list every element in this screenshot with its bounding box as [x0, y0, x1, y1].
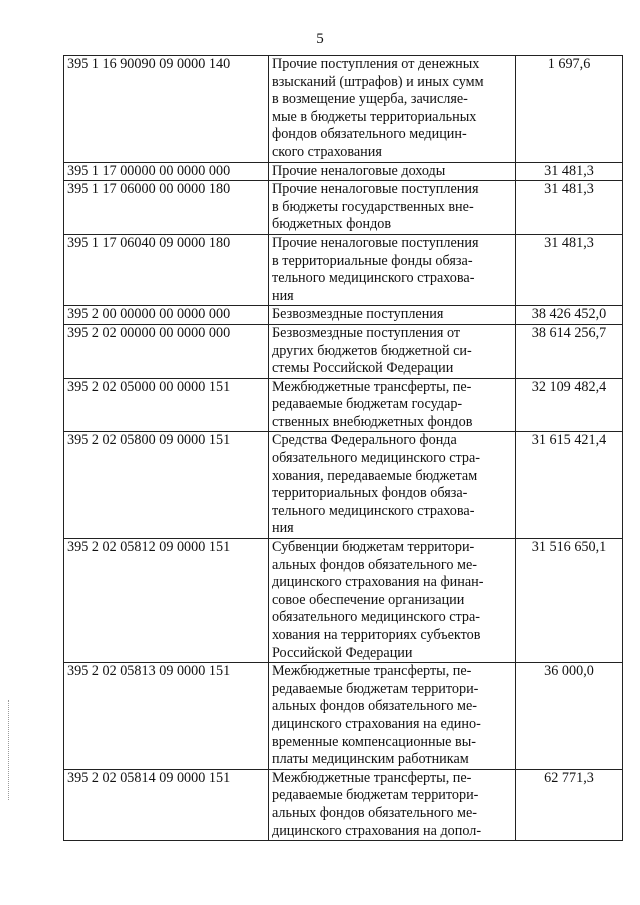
revenue-name-line: ственных внебюджетных фондов [272, 413, 473, 430]
revenue-name-line: Субвенции бюджетам территори- [272, 539, 475, 556]
revenue-name-line: Прочие неналоговые доходы [272, 162, 446, 179]
revenue-name-line: территориальных фондов обяза- [272, 485, 468, 502]
revenue-name [269, 234, 516, 305]
amount-value: 38 614 256,7 [516, 324, 623, 378]
revenue-name-line: фондов обязательного медицин- [272, 126, 467, 143]
revenue-name-line: Прочие поступления от денежных [272, 56, 480, 72]
table-row [64, 769, 623, 840]
revenue-name-line: дицинского страхования на финан- [272, 574, 484, 591]
revenue-name-line: в возмещение ущерба, зачисляе- [272, 91, 468, 108]
amount-value: 32 109 482,4 [516, 378, 623, 432]
table-row [64, 378, 623, 432]
budget-classification-code: 395 1 17 00000 00 0000 000 [64, 162, 269, 181]
table-row [64, 432, 623, 539]
revenue-name-line: обязательного медицинского стра- [272, 450, 480, 467]
revenue-name-line: стемы Российской Федерации [272, 360, 454, 377]
table-row [64, 539, 623, 663]
revenue-name-line: редаваемые бюджетам государ- [272, 396, 463, 413]
table-row [64, 306, 623, 325]
revenue-name [269, 162, 516, 181]
budget-classification-code: 395 2 02 05812 09 0000 151 [64, 539, 269, 663]
table-body [64, 56, 623, 841]
revenue-name-line: альных фондов обязательного ме- [272, 804, 478, 821]
revenue-name [269, 432, 516, 539]
revenue-name-line: ского страхования [272, 143, 382, 160]
revenue-name-line: мые в бюджеты территориальных [272, 108, 477, 125]
budget-classification-code: 395 1 17 06040 09 0000 180 [64, 234, 269, 305]
table-row [64, 324, 623, 378]
revenue-name [269, 181, 516, 235]
budget-classification-code: 395 2 02 05000 00 0000 151 [64, 378, 269, 432]
table-row [64, 181, 623, 235]
revenue-name-line: тельного медицинского страхова- [272, 502, 475, 519]
revenue-name-line: Безвозмездные поступления [272, 306, 444, 323]
revenue-name-line: Прочие неналоговые поступления [272, 234, 479, 251]
revenue-name-line: хования, передаваемые бюджетам [272, 467, 478, 484]
revenue-name-line: ния [272, 287, 294, 304]
budget-classification-code: 395 1 16 90090 09 0000 140 [64, 56, 269, 163]
revenue-name-line: Межбюджетные трансферты, пе- [272, 769, 472, 786]
amount-value: 31 481,3 [516, 181, 623, 235]
revenue-name-line: ния [272, 520, 294, 537]
budget-classification-code: 395 1 17 06000 00 0000 180 [64, 181, 269, 235]
amount-value: 62 771,3 [516, 769, 623, 840]
revenue-name [269, 769, 516, 840]
table-row [64, 56, 623, 163]
amount-value: 31 516 650,1 [516, 539, 623, 663]
table-row [64, 162, 623, 181]
revenue-name-line: совое обеспечение организации [272, 591, 465, 608]
revenue-name-line: обязательного медицинского стра- [272, 609, 480, 626]
revenue-name-line: Безвозмездные поступления от [272, 324, 461, 341]
revenue-name [269, 663, 516, 770]
revenue-name [269, 306, 516, 325]
budget-classification-code: 395 2 02 05800 09 0000 151 [64, 432, 269, 539]
revenue-name-line: платы медицинским работникам [272, 751, 469, 768]
revenue-name [269, 324, 516, 378]
amount-value: 1 697,6 [516, 56, 623, 163]
budget-classification-code: 395 2 02 05814 09 0000 151 [64, 769, 269, 840]
revenue-name-line: альных фондов обязательного ме- [272, 698, 478, 715]
revenue-name [269, 378, 516, 432]
revenue-name-line: редаваемые бюджетам территори- [272, 787, 479, 804]
revenue-name-line: других бюджетов бюджетной си- [272, 342, 472, 359]
revenue-name [269, 56, 516, 163]
amount-value: 31 615 421,4 [516, 432, 623, 539]
page-number: 5 [316, 31, 324, 47]
budget-classification-code: 395 2 00 00000 00 0000 000 [64, 306, 269, 325]
amount-value: 36 000,0 [516, 663, 623, 770]
revenue-name-line: Межбюджетные трансферты, пе- [272, 663, 472, 680]
revenue-name-line: альных фондов обязательного ме- [272, 556, 478, 573]
table-row [64, 663, 623, 770]
revenue-name-line: тельного медицинского страхова- [272, 270, 475, 287]
binding-edge-mark [8, 700, 10, 800]
revenue-name-line: дицинского страхования на едино- [272, 715, 481, 732]
budget-classification-code: 395 2 02 05813 09 0000 151 [64, 663, 269, 770]
revenue-name-line: Средства Федерального фонда [272, 432, 457, 449]
revenue-name-line: взысканий (штрафов) и иных сумм [272, 73, 484, 90]
amount-value: 38 426 452,0 [516, 306, 623, 325]
amount-value: 31 481,3 [516, 162, 623, 181]
revenue-name-line: Российской Федерации [272, 644, 413, 661]
budget-classification-code: 395 2 02 00000 00 0000 000 [64, 324, 269, 378]
revenue-name-line: дицинского страхования на допол- [272, 822, 482, 839]
amount-value: 31 481,3 [516, 234, 623, 305]
revenue-name-line: Прочие неналоговые поступления [272, 181, 479, 198]
revenue-name [269, 539, 516, 663]
revenue-name-line: в бюджеты государственных вне- [272, 198, 474, 215]
revenue-name-line: временные компенсационные вы- [272, 733, 476, 750]
revenue-name-line: в территориальные фонды обяза- [272, 252, 473, 269]
revenue-name-line: Межбюджетные трансферты, пе- [272, 378, 472, 395]
revenue-name-line: редаваемые бюджетам территори- [272, 680, 479, 697]
revenue-name-line: хования на территориях субъектов [272, 627, 481, 643]
budget-revenue-table [63, 55, 623, 841]
revenue-name-line: бюджетных фондов [272, 216, 392, 233]
table-row [64, 234, 623, 305]
